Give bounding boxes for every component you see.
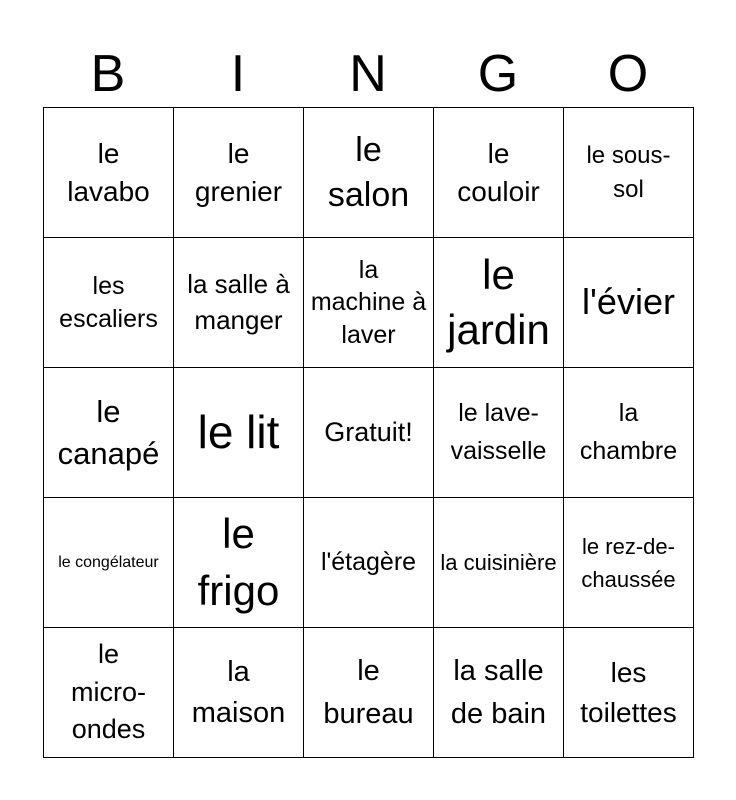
cell-text: le lit — [197, 405, 280, 458]
bingo-cell[interactable] — [304, 498, 434, 628]
cell-text: le jardin — [447, 250, 550, 353]
header-letter-b: B — [90, 45, 126, 103]
cell-text: le micro-ondes — [71, 638, 146, 745]
cell-text: le couloir — [457, 137, 540, 207]
cell-text: la salle à manger — [187, 269, 290, 335]
cell-text: la cuisinière — [440, 550, 557, 575]
bingo-cell[interactable] — [304, 368, 434, 498]
bingo-cell[interactable] — [434, 628, 564, 758]
bingo-cell[interactable] — [174, 628, 304, 758]
bingo-cell[interactable] — [434, 238, 564, 368]
cell-text: le bureau — [323, 655, 414, 730]
cell-text: la salle de bain — [450, 655, 547, 730]
cell-text: la machine à laver — [310, 255, 427, 349]
cell-text: les escaliers — [59, 272, 158, 333]
bingo-cell[interactable] — [44, 108, 174, 238]
bingo-cell[interactable] — [304, 628, 434, 758]
bingo-cell[interactable] — [174, 368, 304, 498]
bingo-board — [43, 107, 694, 758]
header-letter-o: O — [607, 45, 649, 103]
cell-text: le congélateur — [58, 553, 159, 571]
bingo-cell[interactable] — [174, 238, 304, 368]
cell-text: l'évier — [582, 281, 675, 323]
cell-text: les toilettes — [580, 657, 677, 728]
cell-text: le lavabo — [67, 137, 150, 207]
bingo-cell[interactable] — [44, 498, 174, 628]
bingo-cell[interactable] — [434, 108, 564, 238]
bingo-header — [43, 40, 693, 108]
bingo-cell[interactable] — [44, 368, 174, 498]
bingo-cell[interactable] — [564, 368, 694, 498]
bingo-cell[interactable] — [564, 238, 694, 368]
bingo-cell[interactable] — [304, 238, 434, 368]
bingo-cell[interactable] — [564, 498, 694, 628]
bingo-cell[interactable] — [174, 108, 304, 238]
cell-text: le lave-vaisselle — [450, 399, 547, 465]
bingo-cell[interactable] — [174, 498, 304, 628]
bingo-cell[interactable] — [434, 498, 564, 628]
cell-text: le rez-de-chaussée — [581, 533, 676, 592]
bingo-cell[interactable] — [44, 238, 174, 368]
header-letter-i: I — [230, 45, 246, 103]
cell-text: le sous-sol — [586, 141, 671, 203]
cell-text: l'étagère — [320, 547, 417, 576]
cell-text: la maison — [191, 655, 286, 729]
bingo-cell[interactable] — [44, 628, 174, 758]
cell-text: le grenier — [194, 137, 283, 207]
cell-text: la chambre — [579, 399, 678, 465]
bingo-cell[interactable] — [564, 108, 694, 238]
bingo-cell[interactable] — [434, 368, 564, 498]
cell-text: le canapé — [57, 393, 160, 471]
cell-text: Gratuit! — [324, 416, 413, 447]
bingo-cell[interactable] — [564, 628, 694, 758]
cell-text: le salon — [327, 131, 410, 214]
header-letter-n: N — [349, 45, 387, 103]
bingo-cell[interactable] — [304, 108, 434, 238]
cell-text: le frigo — [197, 509, 280, 614]
header-letter-g: G — [477, 45, 519, 103]
